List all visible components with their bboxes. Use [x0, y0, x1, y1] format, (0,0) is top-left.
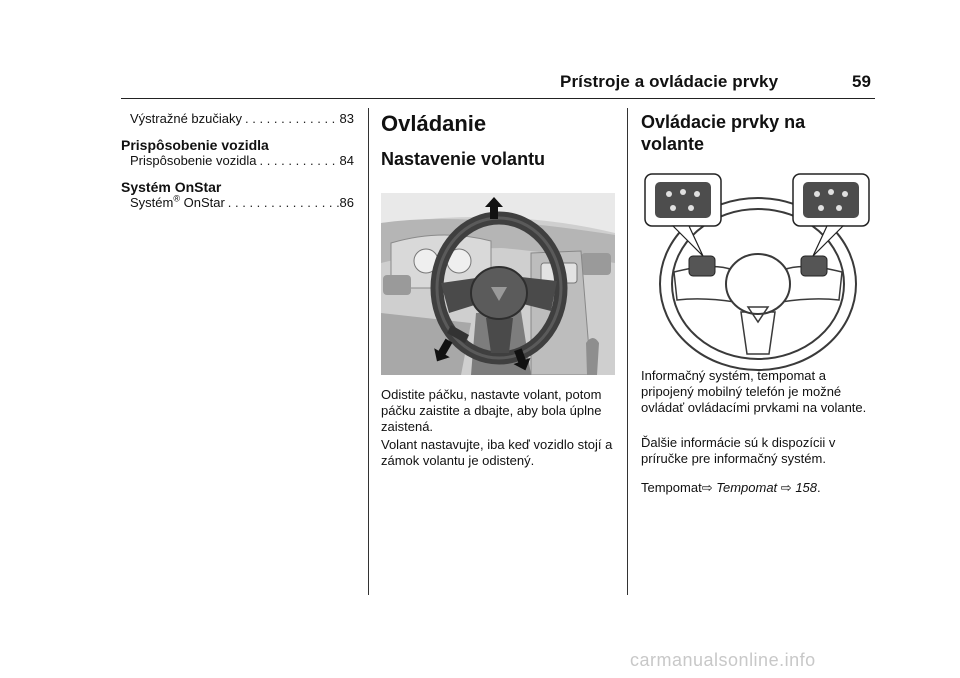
- toc-section-onstar: Systém OnStar: [121, 179, 222, 195]
- subheading-steering-controls-line2: volante: [641, 134, 705, 154]
- toc-entry-page: 83: [339, 111, 354, 126]
- column-divider-2: [627, 108, 628, 595]
- watermark: carmanualsonline.info: [630, 650, 816, 670]
- toc-entry-page: 86: [339, 195, 354, 210]
- reference-arrow-icon: ⇨: [701, 480, 713, 495]
- toc-entry-page: 84: [339, 153, 354, 168]
- reference-arrow-icon: ⇨: [780, 480, 792, 495]
- toc-entry-label: Prispôsobenie vozidla: [130, 153, 257, 168]
- steering-adjustment-illustration: [381, 193, 615, 375]
- toc-entry-label: Výstražné bzučiaky: [130, 111, 242, 126]
- toc-entry-vehicle-personalization[interactable]: [130, 153, 354, 168]
- section-heading-controls: Ovládanie: [381, 111, 487, 136]
- toc-entry-label: Systém® OnStar: [130, 195, 225, 210]
- subheading-steering-adjustment: Nastavenie volantu: [381, 149, 546, 169]
- toc-leader: [242, 111, 340, 126]
- toc-entry-warning-chimes[interactable]: [130, 111, 354, 126]
- toc-entry-onstar[interactable]: [130, 195, 354, 210]
- paragraph-adjust-warning: Volant nastavujte, iba keď vozidlo stojí a zámok volantu je odistený.: [381, 437, 613, 468]
- page-number: 59: [852, 72, 871, 91]
- steering-wheel-controls-illustration: [643, 172, 873, 372]
- header-rule: [121, 98, 875, 99]
- paragraph-infotainment-reference: Ďalšie informácie sú k dispozícii v príručke pre informačný systém.: [641, 435, 836, 466]
- column-divider-1: [368, 108, 369, 595]
- toc-section-vehicle-personalization: Prispôsobenie vozidla: [121, 137, 269, 153]
- toc-leader: [256, 153, 339, 168]
- running-header-title: Prístroje a ovládacie prvky: [560, 72, 779, 91]
- paragraph-controls-description: Informačný systém, tempomat a pripojený mobilný telefón je možné ovládať ovládacími prvkami na volante.: [641, 368, 867, 415]
- subheading-steering-controls-line1: Ovládacie prvky na: [641, 112, 806, 132]
- cross-reference-cruise-control[interactable]: Tempomat⇨ Tempomat ⇨ 158.: [641, 480, 821, 495]
- paragraph-adjust-instructions: Odistite páčku, nastavte volant, potom páčku zaistite a dbajte, aby bola úplne zaistená.: [381, 387, 602, 434]
- toc-leader: [225, 195, 340, 210]
